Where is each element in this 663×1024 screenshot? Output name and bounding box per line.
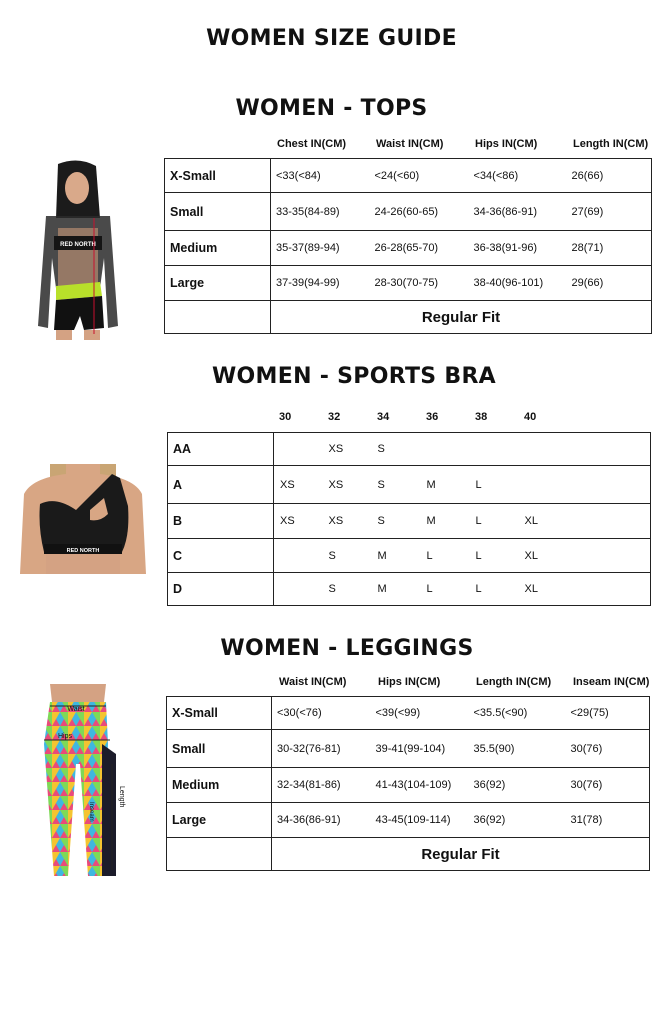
bra-cell: S <box>372 504 421 539</box>
tops-size-label: X-Small <box>165 159 271 193</box>
bra-cell: S <box>372 466 421 504</box>
bra-cell: XL <box>519 504 651 539</box>
leggings-size-label: X-Small <box>167 697 272 730</box>
leggings-cell: 34-36(86-91) <box>272 803 371 838</box>
tops-model-photo <box>28 158 128 340</box>
tops-section-title: WOMEN - TOPS <box>235 96 428 121</box>
leggings-cell: 36(92) <box>469 768 566 803</box>
tops-size-label: Large <box>165 266 271 301</box>
leggings-cell: <29(75) <box>566 697 650 730</box>
leggings-cell: 36(92) <box>469 803 566 838</box>
tops-cell: 33-35(84-89) <box>271 193 370 231</box>
bra-header-38: 38 <box>475 411 488 423</box>
bra-cup-label: B <box>168 504 274 539</box>
bra-size-table <box>167 432 651 606</box>
leggings-row-large <box>167 803 650 838</box>
leggings-size-table <box>166 696 650 871</box>
tops-cell: 27(69) <box>567 193 652 231</box>
tops-cell: <34(<86) <box>469 159 567 193</box>
tops-cell: 26-28(65-70) <box>370 231 469 266</box>
bra-cell: XS <box>323 466 372 504</box>
bra-row-d <box>168 573 651 606</box>
bra-cell <box>274 573 323 606</box>
leggings-row-fit <box>167 838 650 871</box>
tops-header-hips: Hips IN(CM) <box>475 138 538 150</box>
leggings-header-waist: Waist IN(CM) <box>279 676 347 688</box>
tops-size-label: Small <box>165 193 271 231</box>
tops-cell: 36-38(91-96) <box>469 231 567 266</box>
leggings-row-small <box>167 730 650 768</box>
bra-cell <box>519 466 651 504</box>
leggings-cell: 30-32(76-81) <box>272 730 371 768</box>
tops-row-xsmall <box>165 159 652 193</box>
leggings-row-medium <box>167 768 650 803</box>
tops-cell: 38-40(96-101) <box>469 266 567 301</box>
leggings-cell: 31(78) <box>566 803 650 838</box>
bra-header-32: 32 <box>328 411 341 423</box>
leggings-cell: 35.5(90) <box>469 730 566 768</box>
leggings-inseam-label: Inseam <box>88 802 94 822</box>
bra-header-36: 36 <box>426 411 439 423</box>
leggings-fit-label: Regular Fit <box>272 838 650 871</box>
bra-cell: S <box>372 433 421 466</box>
bra-header-40: 40 <box>524 411 537 423</box>
tops-cell: 37-39(94-99) <box>271 266 370 301</box>
bra-cell: XS <box>274 504 323 539</box>
leggings-header-inseam: Inseam IN(CM) <box>573 676 650 688</box>
bra-cell: XS <box>274 466 323 504</box>
leggings-cell: 32-34(81-86) <box>272 768 371 803</box>
leggings-fit-empty-cell <box>167 838 272 871</box>
leggings-length-label: Length <box>118 786 125 808</box>
bra-cell: M <box>372 539 421 573</box>
leggings-section-title: WOMEN - LEGGINGS <box>220 636 474 661</box>
bra-cell <box>274 433 323 466</box>
tops-cell: 35-37(89-94) <box>271 231 370 266</box>
bra-cell: M <box>421 466 470 504</box>
bra-cell <box>470 433 519 466</box>
bra-cup-label: AA <box>168 433 274 466</box>
bra-row-aa <box>168 433 651 466</box>
bra-cell: L <box>421 573 470 606</box>
bra-cell: L <box>421 539 470 573</box>
bra-cup-label: D <box>168 573 274 606</box>
tops-header-length: Length IN(CM) <box>573 138 649 150</box>
bra-brand-text: RED NORTH <box>66 548 100 554</box>
leggings-model-photo <box>36 684 132 882</box>
leggings-size-label: Medium <box>167 768 272 803</box>
tops-column-headers <box>0 138 663 152</box>
tops-row-large <box>165 266 652 301</box>
tops-cell: 29(66) <box>567 266 652 301</box>
bra-cell: L <box>470 504 519 539</box>
bra-row-b <box>168 504 651 539</box>
bra-cell <box>421 433 470 466</box>
leggings-cell: 43-45(109-114) <box>371 803 469 838</box>
bra-cell: L <box>470 466 519 504</box>
tops-brand-text: RED NORTH <box>60 242 96 248</box>
bra-cell: XS <box>323 504 372 539</box>
bra-column-headers <box>0 411 663 425</box>
leggings-cell: 30(76) <box>566 768 650 803</box>
tops-size-table <box>164 158 652 334</box>
tops-row-medium <box>165 231 652 266</box>
leggings-cell: 39-41(99-104) <box>371 730 469 768</box>
tops-cell: 34-36(86-91) <box>469 193 567 231</box>
bra-header-34: 34 <box>377 411 390 423</box>
leggings-size-label: Large <box>167 803 272 838</box>
leggings-header-hips: Hips IN(CM) <box>378 676 441 688</box>
tops-cell: <33(<84) <box>271 159 370 193</box>
bra-cup-label: C <box>168 539 274 573</box>
bra-cell: M <box>372 573 421 606</box>
tops-cell: 26(66) <box>567 159 652 193</box>
leggings-cell: <30(<76) <box>272 697 371 730</box>
bra-header-30: 30 <box>279 411 292 423</box>
bra-cell <box>519 433 651 466</box>
bra-cell: XL <box>519 573 651 606</box>
bra-row-a <box>168 466 651 504</box>
bra-model-photo <box>16 464 150 574</box>
tops-row-fit <box>165 301 652 334</box>
bra-cell: XL <box>519 539 651 573</box>
leggings-cell: <35.5(<90) <box>469 697 566 730</box>
leggings-header-length: Length IN(CM) <box>476 676 552 688</box>
tops-cell: 28(71) <box>567 231 652 266</box>
bra-row-c <box>168 539 651 573</box>
tops-fit-label: Regular Fit <box>271 301 652 334</box>
bra-cell: S <box>323 539 372 573</box>
tops-size-label: Medium <box>165 231 271 266</box>
bra-cell: L <box>470 539 519 573</box>
tops-header-chest: Chest IN(CM) <box>277 138 347 150</box>
tops-row-small <box>165 193 652 231</box>
tops-cell: <24(<60) <box>370 159 469 193</box>
tops-fit-empty-cell <box>165 301 271 334</box>
bra-cell: L <box>470 573 519 606</box>
page-title: WOMEN SIZE GUIDE <box>206 26 457 51</box>
bra-cell: XS <box>323 433 372 466</box>
tops-cell: 28-30(70-75) <box>370 266 469 301</box>
tops-cell: 24-26(60-65) <box>370 193 469 231</box>
bra-section-title: WOMEN - SPORTS BRA <box>211 364 497 389</box>
bra-cell: M <box>421 504 470 539</box>
leggings-cell: 30(76) <box>566 730 650 768</box>
bra-cup-label: A <box>168 466 274 504</box>
leggings-waist-label: Waist <box>67 706 85 713</box>
leggings-hips-label: Hips <box>58 733 73 740</box>
bra-cell: S <box>323 573 372 606</box>
bra-cell <box>274 539 323 573</box>
leggings-cell: <39(<99) <box>371 697 469 730</box>
tops-header-waist: Waist IN(CM) <box>376 138 444 150</box>
leggings-row-xsmall <box>167 697 650 730</box>
leggings-cell: 41-43(104-109) <box>371 768 469 803</box>
leggings-size-label: Small <box>167 730 272 768</box>
